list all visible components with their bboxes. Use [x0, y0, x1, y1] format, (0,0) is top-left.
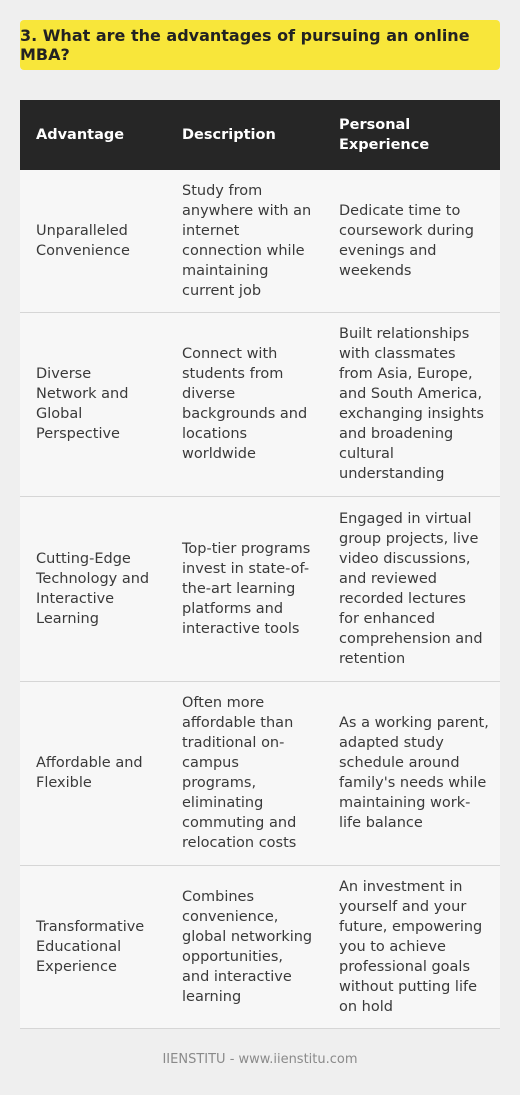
cell-description: Combines convenience, global networking opportunities, and interactive learning	[182, 888, 313, 1005]
table-row	[20, 312, 500, 496]
advantages-table	[20, 100, 500, 1029]
footer-credit: IIENSTITU - www.iienstitu.com	[162, 1052, 358, 1067]
cell-personal-experience: Dedicate time to coursework during evenings and weekends	[339, 202, 474, 279]
cell-personal-experience: Built relationships with classmates from Asia, Europe, and South America, exchanging insights and broadening cultural understanding	[339, 326, 484, 482]
header-description: Description	[182, 127, 276, 143]
table-row	[20, 681, 500, 865]
cell-advantage: Transformative Educational Experience	[36, 918, 145, 975]
cell-description: Top-tier programs invest in state-of-the-art learning platforms and interactive tools	[182, 540, 311, 637]
page-title-text: 3. What are the advantages of pursuing an online MBA?	[20, 26, 470, 64]
table-header-row	[20, 100, 500, 170]
cell-description: Often more affordable than traditional on-campus programs, eliminating commuting and relocation costs	[182, 695, 297, 851]
table-row	[20, 496, 500, 681]
cell-personal-experience: As a working parent, adapted study schedule around family's needs while maintaining work-life balance	[339, 715, 489, 831]
header-advantage: Advantage	[36, 127, 125, 143]
advantages-table-container	[20, 100, 500, 1029]
cell-personal-experience: An investment in yourself and your future, empowering you to achieve professional goals without putting life on hold	[339, 878, 483, 1015]
cell-advantage: Unparalleled Convenience	[36, 222, 130, 259]
page-title	[20, 20, 500, 70]
cell-description: Connect with students from diverse backgrounds and locations worldwide	[182, 346, 308, 462]
table-row	[20, 865, 500, 1028]
table-row	[20, 170, 500, 312]
cell-advantage: Diverse Network and Global Perspective	[36, 366, 129, 442]
cell-advantage: Affordable and Flexible	[36, 755, 143, 791]
cell-personal-experience: Engaged in virtual group projects, live video discussions, and reviewed recorded lectures for enhanced comprehension and retention	[339, 510, 483, 667]
header-personal-experience: Personal Experience	[339, 117, 430, 153]
cell-description: Study from anywhere with an internet connection while maintaining current job	[182, 182, 312, 299]
cell-advantage: Cutting-Edge Technology and Interactive Learning	[36, 550, 150, 627]
